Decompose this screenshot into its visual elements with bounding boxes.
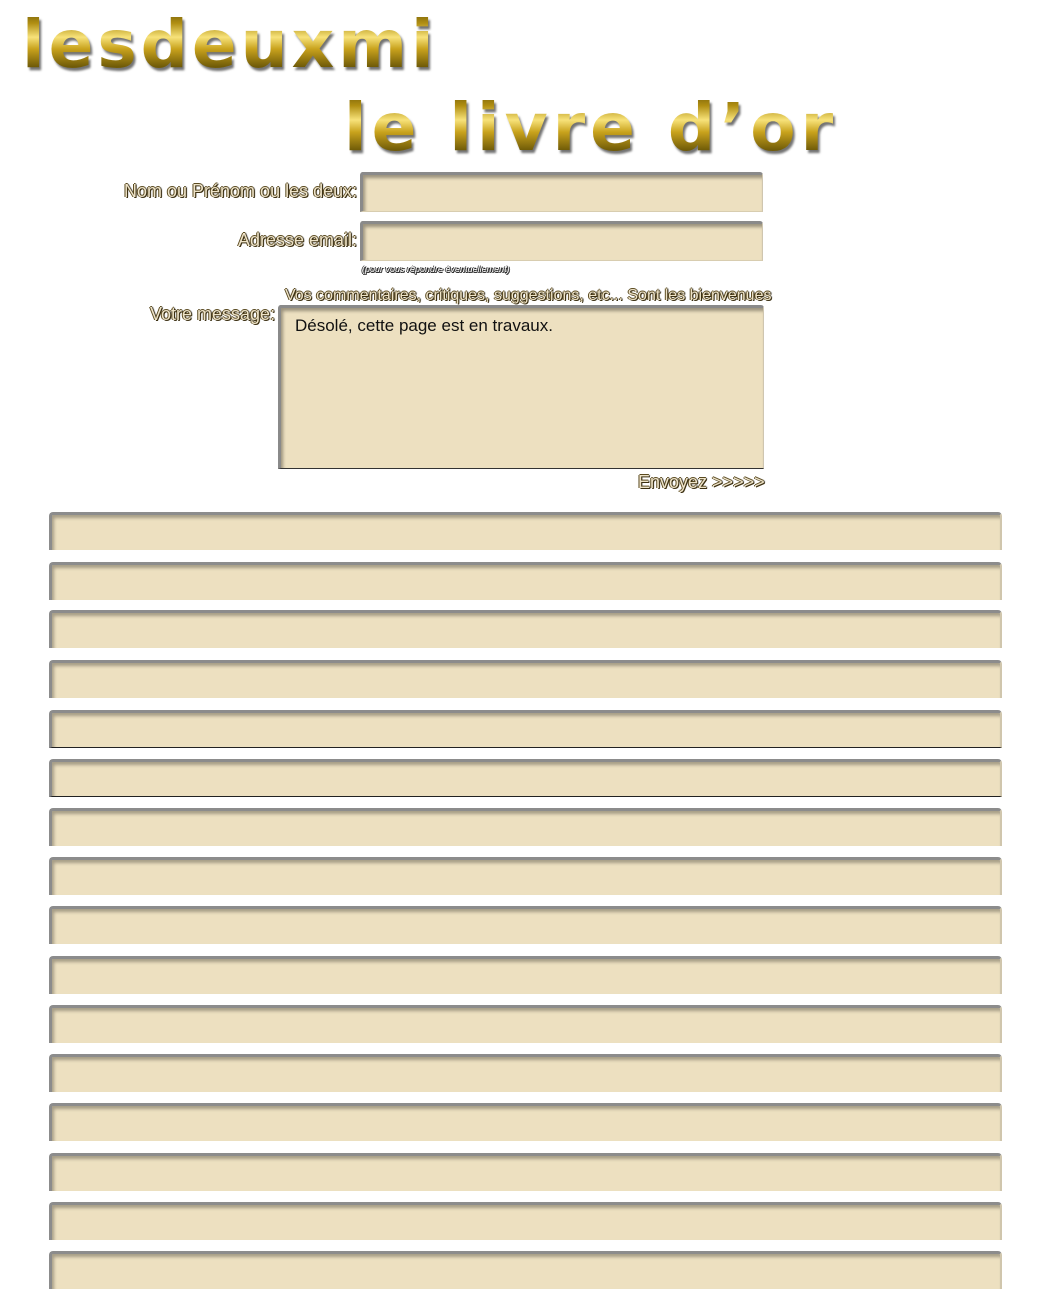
guestbook-entry [49,759,1002,797]
guestbook-entry [49,1251,1002,1289]
guestbook-entry [49,1005,1002,1043]
email-label: Adresse email: [238,230,358,250]
guestbook-entry [49,956,1002,994]
name-field-frame [360,172,763,212]
guestbook-entry [49,710,1002,748]
message-label: Votre message: [150,304,276,324]
guestbook-entry [49,808,1002,846]
guestbook-entry [49,1054,1002,1092]
guestbook-entry [49,1103,1002,1141]
email-input[interactable] [363,224,762,260]
guestbook-entry [49,906,1002,944]
message-field-frame [278,305,764,469]
page-title: le livre d’or [344,89,839,166]
guestbook-entry [49,1202,1002,1240]
site-logo-title: lesdeuxmi [22,6,438,83]
email-field-frame [360,221,763,261]
guestbook-entry [49,562,1002,600]
guestbook-entry [49,660,1002,698]
guestbook-entry [49,1153,1002,1191]
message-intro: Vos commentaires, critiques, suggestions, etc... Sont les bienvenues [285,287,772,304]
name-input[interactable] [363,175,762,211]
message-textarea[interactable] [281,308,763,468]
guestbook-entry [49,610,1002,648]
email-hint: (pour vous répondre éventuellement) [362,264,510,274]
submit-button[interactable]: Envoyez >>>>> [638,472,765,492]
guestbook-entry [49,857,1002,895]
name-label: Nom ou Prénom ou les deux: [124,181,358,201]
guestbook-entry [49,512,1002,550]
